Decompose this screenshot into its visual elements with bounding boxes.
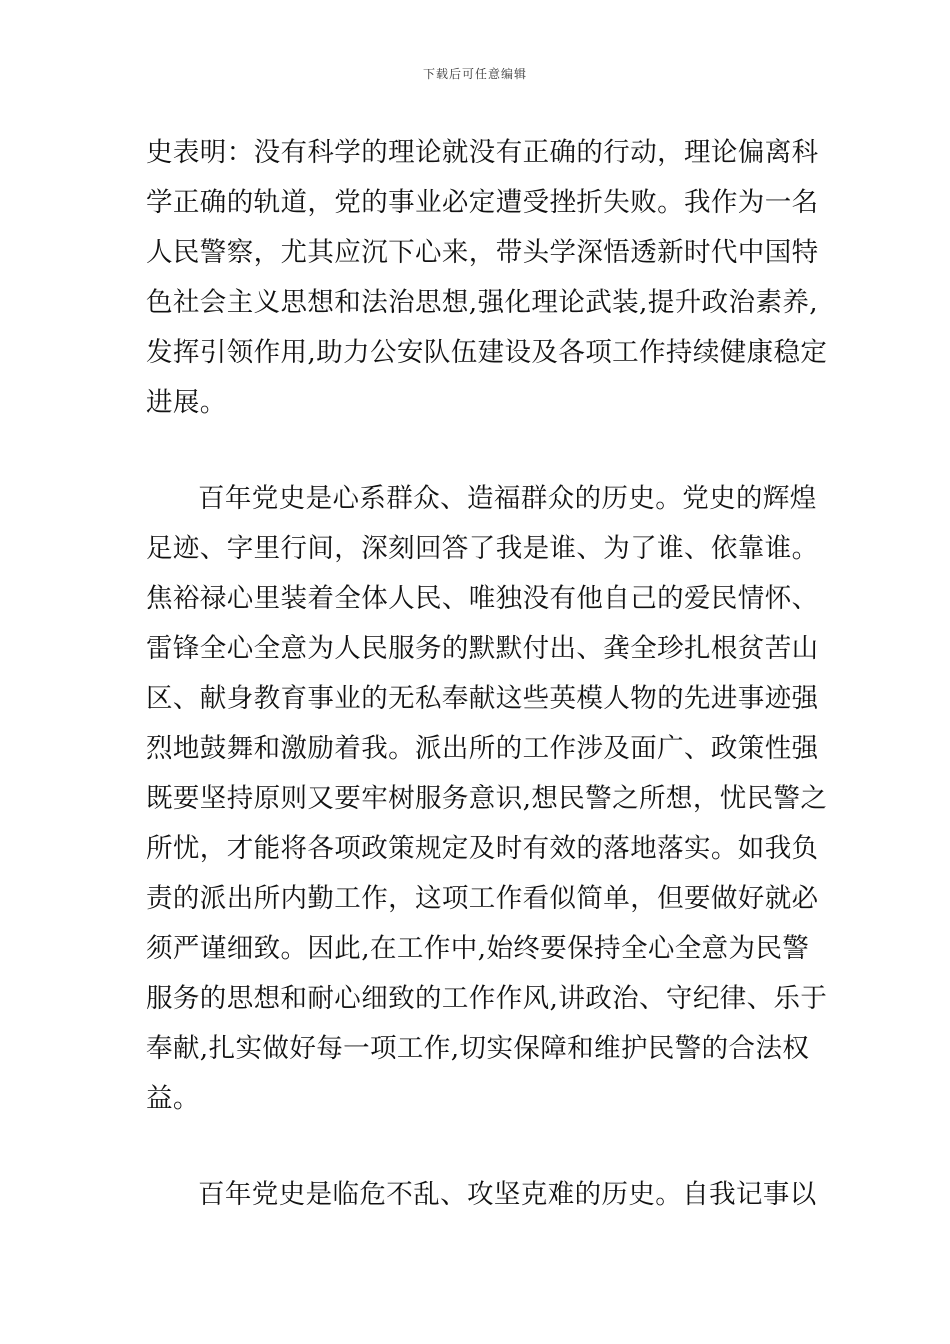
paragraph-2-line-3: 焦裕禄心里装着全体人民、唯独没有他自己的爱民情怀、: [146, 583, 819, 614]
paragraph-2-line-7: 既要坚持原则又要牢树服务意识,想民警之所想，忧民警之: [146, 783, 828, 814]
page-header: 下载后可任意编辑: [422, 67, 527, 81]
paragraph-2-line-6: 烈地鼓舞和激励着我。派出所的工作涉及面广、政策性强: [146, 733, 819, 764]
paragraph-2-line-4: 雷锋全心全意为人民服务的默默付出、龚全珍扎根贫苦山: [146, 633, 819, 664]
paragraph-2-line-5: 区、献身教育事业的无私奉献这些英模人物的先进事迹强: [146, 683, 819, 714]
paragraph-1-line-5: 发挥引领作用,助力公安队伍建设及各项工作持续健康稳定: [146, 337, 828, 368]
paragraph-2-line-1: 百年党史是心系群众、造福群众的历史。党史的辉煌: [198, 483, 817, 514]
paragraph-1-line-4: 色社会主义思想和法治思想,强化理论武装,提升政治素养,: [146, 287, 819, 318]
paragraph-2-line-2: 足迹、字里行间，深刻回答了我是谁、为了谁、依靠谁。: [146, 533, 819, 564]
paragraph-1-line-3: 人民警察，尤其应沉下心来，带头学深悟透新时代中国特: [146, 237, 819, 268]
paragraph-1-line-1: 史表明：没有科学的理论就没有正确的行动，理论偏离科: [146, 137, 819, 168]
paragraph-1-line-6: 进展。: [146, 387, 227, 418]
paragraph-2-line-9: 责的派出所内勤工作，这项工作看似简单，但要做好就必: [146, 883, 819, 914]
paragraph-2-line-11: 服务的思想和耐心细致的工作作风,讲政治、守纪律、乐于: [146, 983, 828, 1014]
paragraph-2-line-13: 益。: [146, 1083, 200, 1114]
paragraph-3-line-1: 百年党史是临危不乱、攻坚克难的历史。自我记事以: [198, 1179, 817, 1210]
paragraph-2-line-10: 须严谨细致。因此,在工作中,始终要保持全心全意为民警: [146, 933, 810, 964]
paragraph-2-line-12: 奉献,扎实做好每一项工作,切实保障和维护民警的合法权: [146, 1033, 810, 1064]
paragraph-1-line-2: 学正确的轨道，党的事业必定遭受挫折失败。我作为一名: [146, 187, 819, 218]
paragraph-2-line-8: 所忧，才能将各项政策规定及时有效的落地落实。如我负: [146, 833, 819, 864]
